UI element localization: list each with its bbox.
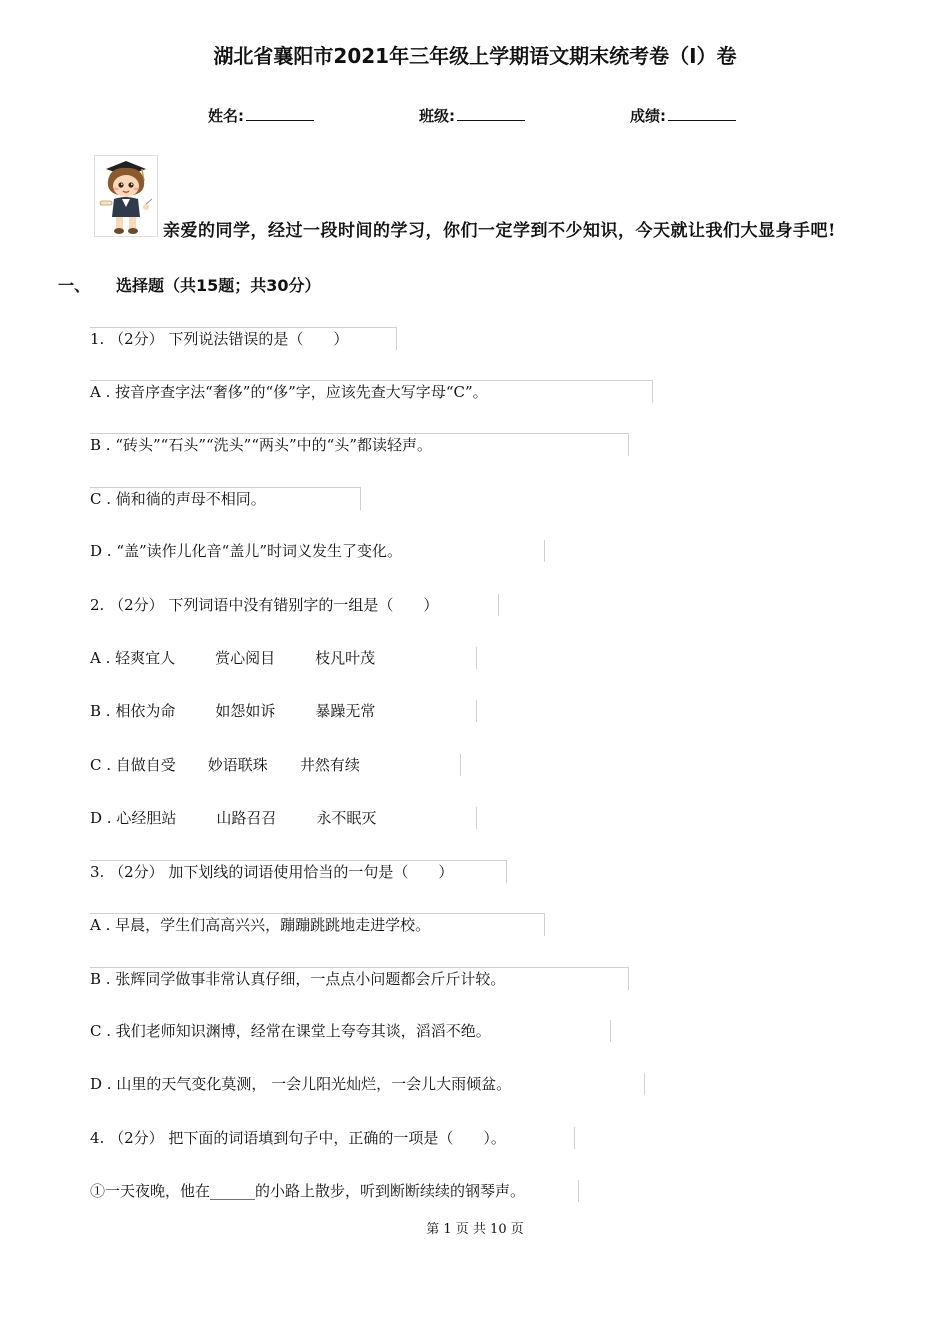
option-d[interactable]: D . “盖”读作儿化音“盖儿”时词义发生了变化。 xyxy=(90,540,545,562)
option-a[interactable]: A . 轻爽宜人 赏心阅目 枝凡叶茂 xyxy=(90,647,477,669)
option-c[interactable]: C . 倘和徜的声母不相同。 xyxy=(90,487,361,510)
class-field xyxy=(419,104,525,126)
score-blank[interactable] xyxy=(668,104,736,121)
page-footer: 第 1 页 共 10 页 xyxy=(426,1222,524,1237)
question-stem: 2. （2分） 下列词语中没有错别字的一组是（ ） xyxy=(90,594,499,616)
question-stem: 3. （2分） 加下划线的词语使用恰当的一句是（ ） xyxy=(90,860,507,883)
name-label: 姓名: xyxy=(208,107,244,125)
option-c[interactable]: C . 我们老师知识渊博，经常在课堂上夸夸其谈，滔滔不绝。 xyxy=(90,1020,611,1042)
option-c[interactable]: C . 自做自受 妙语联珠 井然有续 xyxy=(90,754,461,776)
section-heading xyxy=(58,273,321,296)
page-title: 湖北省襄阳市2021年三年级上学期语文期末统考卷（I）卷 xyxy=(213,44,737,68)
section-number: 一、 xyxy=(58,276,91,295)
option-d[interactable]: D . 山里的天气变化莫测， 一会儿阳光灿烂，一会儿大雨倾盆。 xyxy=(90,1073,645,1095)
name-field xyxy=(208,104,314,126)
option-d[interactable]: D . 心经胆站 山路召召 永不眠灭 xyxy=(90,807,477,829)
score-label: 成绩: xyxy=(630,107,666,125)
class-label: 班级: xyxy=(419,107,455,125)
option-a[interactable]: A . 早晨，学生们高高兴兴，蹦蹦跳跳地走进学校。 xyxy=(90,913,545,936)
name-blank[interactable] xyxy=(246,104,314,121)
greeting-text: 亲爱的同学，经过一段时间的学习，你们一定学到不少知识，今天就让我们大显身手吧! xyxy=(163,221,836,241)
question-stem: 4. （2分） 把下面的词语填到句子中，正确的一项是（ ）。 xyxy=(90,1127,575,1149)
option-a[interactable]: A . 按音序查字法“奢侈”的“侈”字，应该先查大写字母“C”。 xyxy=(90,380,653,403)
option-b[interactable]: B . “砖头”“石头”“洗头”“两头”中的“头”都读轻声。 xyxy=(90,433,629,456)
class-blank[interactable] xyxy=(457,104,525,121)
option-b[interactable]: B . 张辉同学做事非常认真仔细，一点点小问题都会斤斤计较。 xyxy=(90,967,629,990)
score-field xyxy=(630,104,736,126)
option-b[interactable]: B . 相依为命 如怨如诉 暴躁无常 xyxy=(90,700,477,722)
question-stem: 1. （2分） 下列说法错误的是（ ） xyxy=(90,327,397,350)
graduate-mascot-icon xyxy=(94,155,158,237)
question-sentence: ①一天夜晚，他在______的小路上散步，听到断断续续的钢琴声。 xyxy=(90,1180,579,1202)
section-title: 选择题（共15题；共30分） xyxy=(116,276,321,295)
